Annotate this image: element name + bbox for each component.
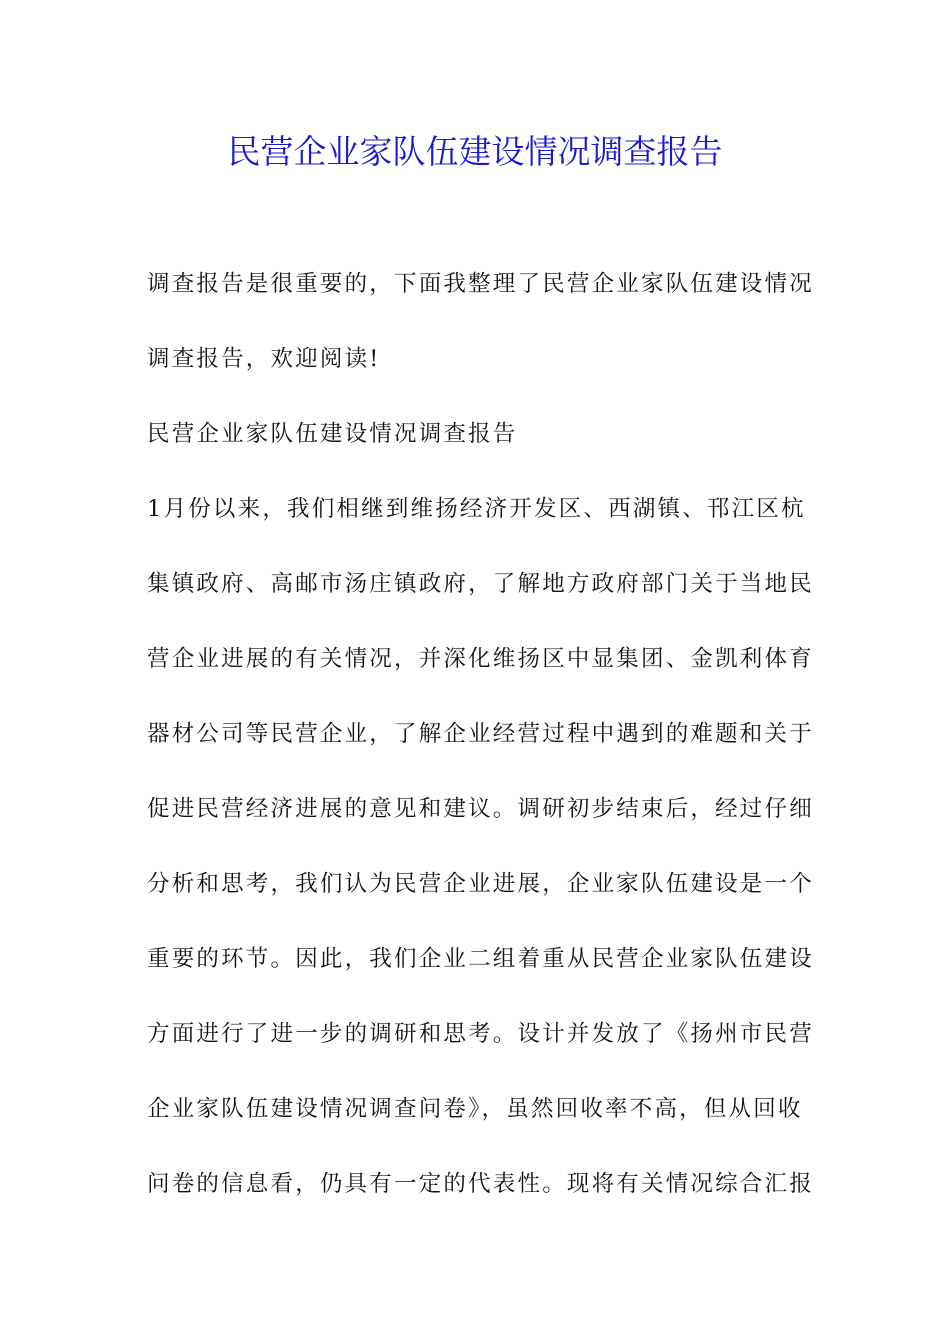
body-line-4: 器材公司等民营企业，了解企业经营过程中遇到的难题和关于 — [147, 721, 814, 747]
document-title: 民营企业家队伍建设情况调查报告 — [227, 132, 723, 171]
body-line-8: 方面进行了进一步的调研和思考。设计并发放了《扬州市民营 — [147, 1021, 814, 1047]
body-line-1: 1月份以来，我们相继到维扬经济开发区、西湖镇、邗江区杭 — [147, 496, 806, 522]
body-line-10: 问卷的信息看，仍具有一定的代表性。现将有关情况综合汇报 — [147, 1171, 814, 1197]
body-line-3: 营企业进展的有关情况，并深化维扬区中显集团、金凯利体育 — [147, 646, 814, 672]
body-line-6: 分析和思考，我们认为民营企业进展，企业家队伍建设是一个 — [147, 871, 814, 897]
intro-line-1: 调查报告是很重要的，下面我整理了民营企业家队伍建设情况 — [147, 271, 814, 297]
section-heading: 民营企业家队伍建设情况调查报告 — [147, 421, 518, 447]
body-line-5: 促进民营经济进展的意见和建议。调研初步结束后，经过仔细 — [147, 796, 814, 822]
body-line-2: 集镇政府、高邮市汤庄镇政府，了解地方政府部门关于当地民 — [147, 571, 814, 597]
body-line-7: 重要的环节。因此，我们企业二组着重从民营企业家队伍建设 — [147, 946, 814, 972]
body-line-9: 企业家队伍建设情况调查问卷》，虽然回收率不高，但从回收 — [147, 1096, 803, 1122]
intro-line-2: 调查报告，欢迎阅读! — [147, 346, 381, 372]
